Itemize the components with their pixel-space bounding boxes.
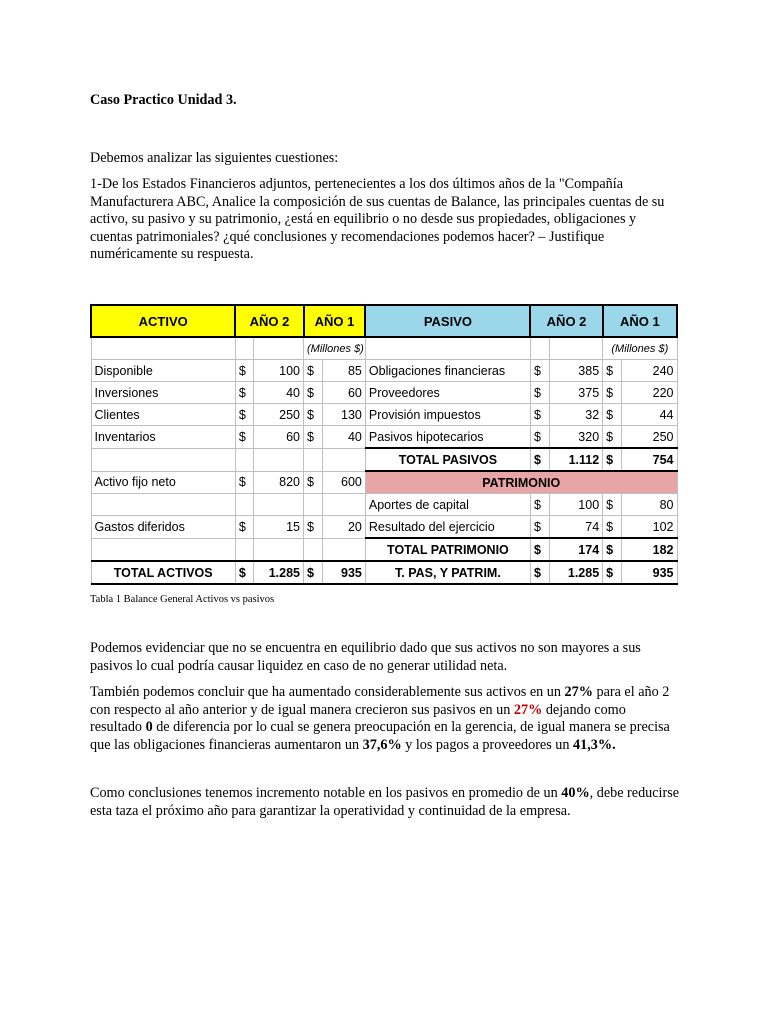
header-activo: ACTIVO	[91, 305, 235, 337]
table-row	[91, 516, 677, 539]
row-label-activo: Clientes	[91, 404, 235, 426]
question-text: 1-De los Estados Financieros adjuntos, pertenecientes a los dos últimos años de la "Compañía Manufacturera ABC, Analice la composición de sus cuentas de Balance, las principales cuentas de su activo, su pasivo y su patrimonio, ¿está en equilibrio o no desde sus propiedades, obligaciones y cuentas patrimoniales? ¿qué conclusiones y recomendaciones podemos hacer? – Justifique numéricamente su respuesta.	[90, 176, 665, 263]
unit-label-pasivo: (Millones $)	[603, 337, 677, 360]
currency-sign: $	[530, 561, 549, 584]
patrimonio-header: PATRIMONIO	[365, 471, 677, 494]
currency-sign: $	[304, 561, 323, 584]
highlight-value: 27%	[513, 701, 543, 718]
currency-sign: $	[304, 360, 323, 382]
currency-sign: $	[530, 404, 549, 426]
total-activos-ano2: 1.285	[254, 561, 304, 584]
totals-row	[91, 561, 677, 584]
row-label-activo: Disponible	[91, 360, 235, 382]
total-pas-patrim-ano2: 1.285	[549, 561, 603, 584]
currency-sign: $	[235, 404, 254, 426]
currency-sign: $	[530, 382, 549, 404]
currency-sign: $	[530, 448, 549, 471]
row-label-pasivo: Obligaciones financieras	[365, 360, 530, 382]
total-activos-label: TOTAL ACTIVOS	[91, 561, 235, 584]
bold-value: 40%	[561, 785, 590, 801]
value-cell: 320	[549, 426, 603, 449]
currency-sign: $	[530, 426, 549, 449]
value-cell: 375	[549, 382, 603, 404]
value-cell: 60	[322, 382, 365, 404]
text-run: Como conclusiones tenemos incremento notable en los pasivos en promedio de un	[90, 785, 562, 801]
value-cell: 250	[621, 426, 677, 449]
header-ano2-activo: AÑO 2	[235, 305, 303, 337]
row-label-pasivo: Resultado del ejercicio	[365, 516, 530, 539]
currency-sign: $	[603, 561, 622, 584]
text-run: También podemos concluir que ha aumentado considerablemente sus activos en un	[90, 684, 565, 700]
header-ano1-activo: AÑO 1	[304, 305, 366, 337]
table-row	[91, 382, 677, 404]
currency-sign: $	[530, 494, 549, 516]
currency-sign: $	[603, 494, 622, 516]
value-cell: 80	[621, 494, 677, 516]
value-cell: 130	[322, 404, 365, 426]
paragraph-2	[90, 684, 680, 754]
total-patrimonio-ano1: 182	[621, 538, 677, 561]
row-label-pasivo: Aportes de capital	[365, 494, 530, 516]
intro-text: Debemos analizar las siguientes cuestiones:	[90, 150, 339, 166]
value-cell: 44	[621, 404, 677, 426]
text-run: de diferencia por lo cual se genera preocupación en la gerencia, de igual manera se precisa que las obligaciones financieras aumentaron un	[90, 719, 670, 753]
value-cell: 600	[322, 471, 365, 494]
currency-sign: $	[603, 404, 622, 426]
text-run: y los pagos a proveedores un	[401, 736, 574, 753]
total-pasivos-ano1: 754	[621, 448, 677, 471]
currency-sign: $	[304, 382, 323, 404]
currency-sign: $	[235, 471, 254, 494]
row-label-activo: Inversiones	[91, 382, 235, 404]
currency-sign: $	[603, 360, 622, 382]
value-cell: 20	[322, 516, 365, 539]
total-patrimonio-row	[91, 538, 677, 561]
currency-sign: $	[235, 426, 254, 449]
text-run: para el año 2 con respecto al año anterior y de igual manera crecieron sus pasivos en un	[90, 684, 670, 718]
value-cell: 102	[621, 516, 677, 539]
table-row	[91, 426, 677, 449]
currency-sign: $	[235, 561, 254, 584]
value-cell: 85	[322, 360, 365, 382]
currency-sign: $	[530, 360, 549, 382]
table-row	[91, 494, 677, 516]
currency-sign: $	[603, 448, 622, 471]
bold-value: 37,6%	[362, 736, 402, 753]
table-row	[91, 404, 677, 426]
total-patrimonio-ano2: 174	[549, 538, 603, 561]
value-cell: 40	[322, 426, 365, 449]
balance-table	[90, 304, 678, 585]
total-pas-patrim-label: T. PAS, Y PATRIM.	[365, 561, 530, 584]
value-cell: 250	[254, 404, 304, 426]
bold-value: 41,3%.	[573, 736, 616, 753]
total-pasivos-row	[91, 448, 677, 471]
text-run: , debe reducirse esta taza el próximo año para garantizar la operatividad y continuidad de la empresa.	[90, 785, 680, 819]
paragraph-1: Podemos evidenciar que no se encuentra en equilibrio dado que sus activos no son mayores a sus pasivos lo cual podría causar liquidez en caso de no generar utilidad neta.	[90, 640, 641, 674]
document-title: Caso Practico Unidad 3.	[90, 92, 237, 108]
value-cell: 60	[254, 426, 304, 449]
paragraph-3	[90, 785, 680, 820]
total-pasivos-label: TOTAL PASIVOS	[365, 448, 530, 471]
bold-value: 0	[145, 719, 153, 736]
currency-sign: $	[530, 538, 549, 561]
currency-sign: $	[304, 426, 323, 449]
currency-sign: $	[603, 382, 622, 404]
value-cell: 385	[549, 360, 603, 382]
currency-sign: $	[304, 471, 323, 494]
total-pas-patrim-ano1: 935	[621, 561, 677, 584]
value-cell: 15	[254, 516, 304, 539]
total-patrimonio-label: TOTAL PATRIMONIO	[365, 538, 530, 561]
value-cell: 220	[621, 382, 677, 404]
row-label-pasivo: Pasivos hipotecarios	[365, 426, 530, 449]
currency-sign: $	[603, 426, 622, 449]
row-label-pasivo: Proveedores	[365, 382, 530, 404]
value-cell: 74	[549, 516, 603, 539]
value-cell: 100	[254, 360, 304, 382]
total-pasivos-ano2: 1.112	[549, 448, 603, 471]
row-label-pasivo: Provisión impuestos	[365, 404, 530, 426]
row-label-activo: Gastos diferidos	[91, 516, 235, 539]
currency-sign: $	[530, 516, 549, 539]
currency-sign: $	[304, 404, 323, 426]
value-cell: 820	[254, 471, 304, 494]
table-caption: Tabla 1 Balance General Activos vs pasivos	[90, 594, 275, 605]
value-cell: 240	[621, 360, 677, 382]
currency-sign: $	[304, 516, 323, 539]
text-run: dejando como resultado	[90, 701, 626, 736]
currency-sign: $	[235, 516, 254, 539]
currency-sign: $	[235, 360, 254, 382]
value-cell: 32	[549, 404, 603, 426]
table-row	[91, 360, 677, 382]
total-activos-ano1: 935	[322, 561, 365, 584]
table-row	[91, 471, 677, 494]
currency-sign: $	[235, 382, 254, 404]
row-label-activo: Inventarios	[91, 426, 235, 449]
header-pasivo: PASIVO	[365, 305, 530, 337]
header-ano1-pasivo: AÑO 1	[603, 305, 677, 337]
row-label-activo: Activo fijo neto	[91, 471, 235, 494]
currency-sign: $	[603, 538, 622, 561]
value-cell: 100	[549, 494, 603, 516]
currency-sign: $	[603, 516, 622, 539]
value-cell: 40	[254, 382, 304, 404]
bold-value: 27%	[564, 684, 593, 700]
unit-label-activo: (Millones $)	[304, 337, 366, 360]
header-ano2-pasivo: AÑO 2	[530, 305, 602, 337]
